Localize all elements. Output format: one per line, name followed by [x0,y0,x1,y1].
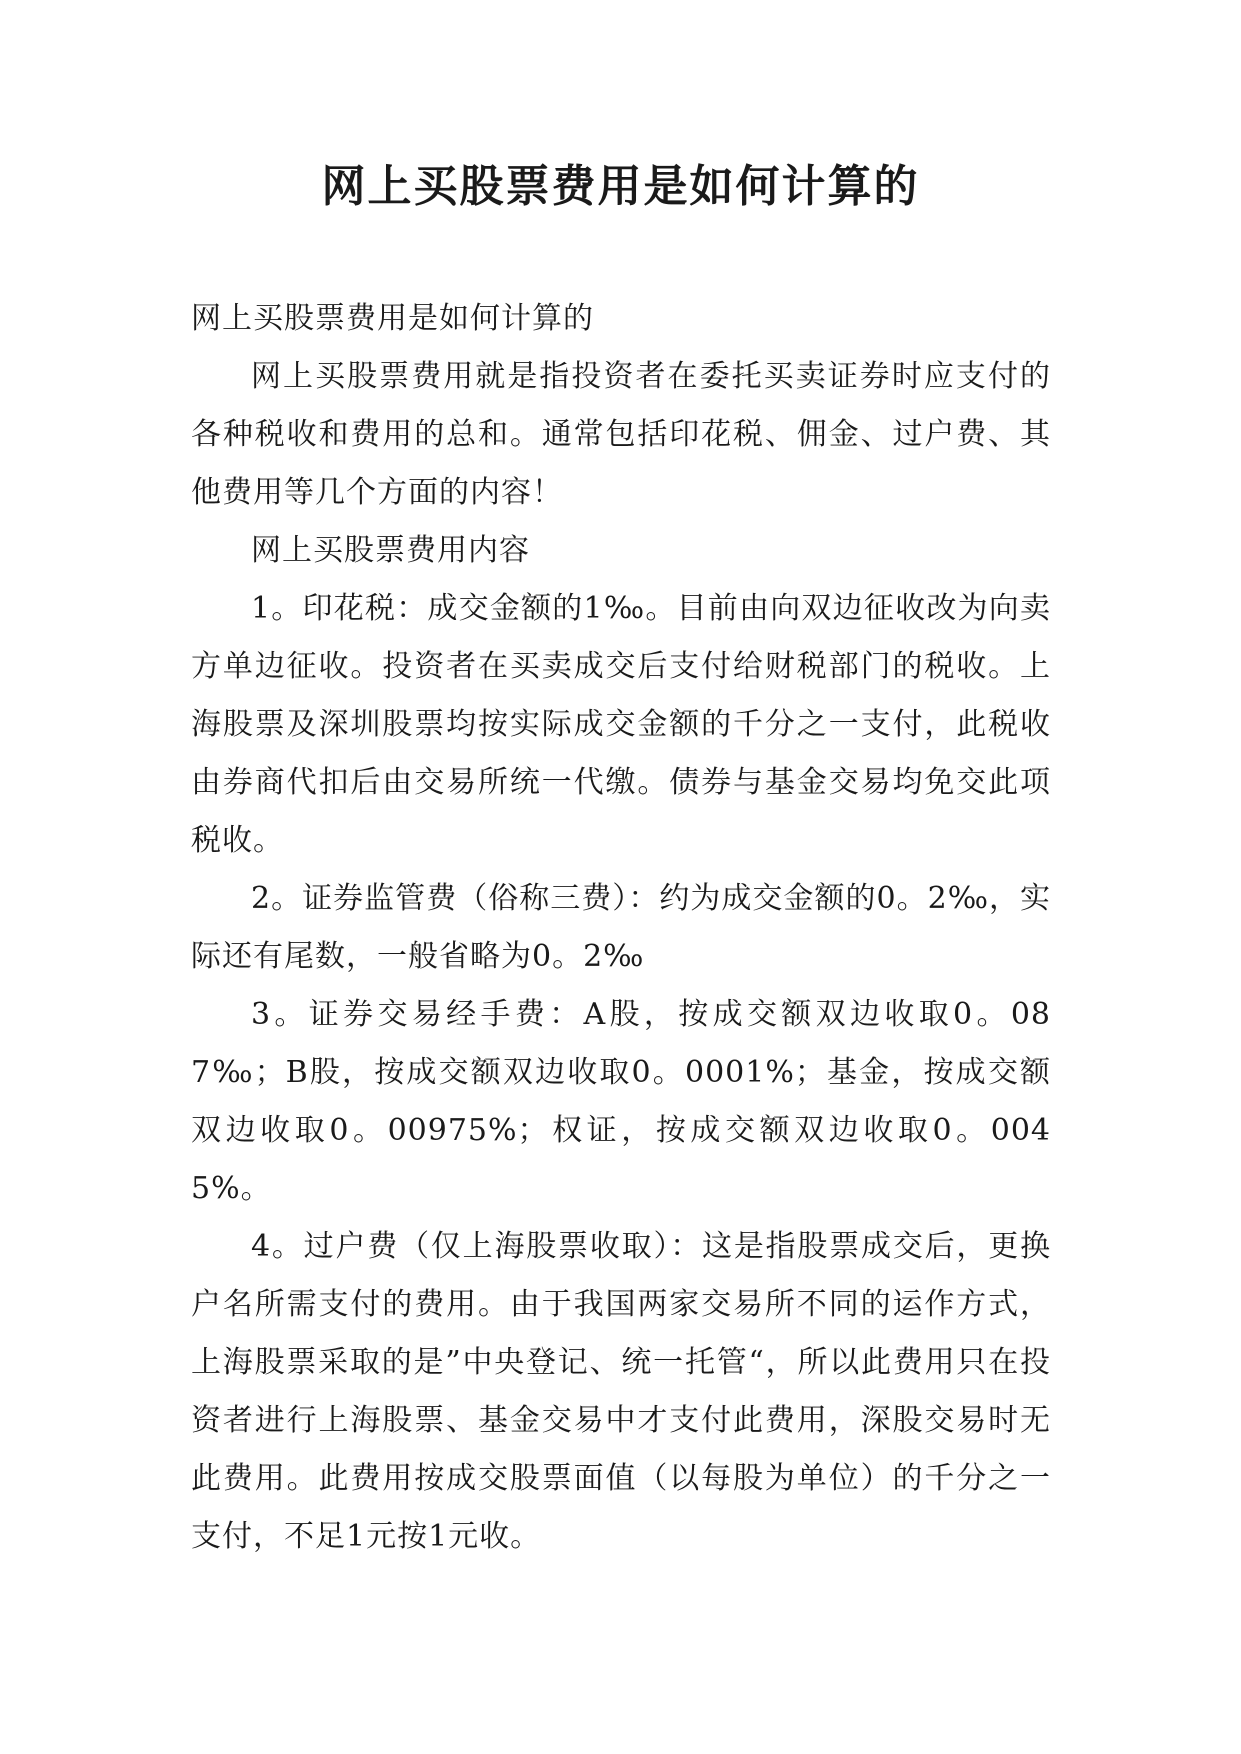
document-body [191,290,1051,1566]
paragraph-section-heading: 网上买股票费用内容 [251,533,530,568]
paragraph-subtitle: 网上买股票费用是如何计算的 [191,301,594,336]
document-title: 网上买股票费用是如何计算的 [321,161,920,212]
paragraph-handling-fee: 3。证券交易经手费：A股，按成交额双边收取0。087‰；B股，按成交额双边收取0。0001%；基金，按成交额双边收取0。00975%；权证，按成交额双边收取0。0045%。 [191,997,1051,1206]
paragraph-intro: 网上买股票费用就是指投资者在委托买卖证券时应支付的各种税收和费用的总和。通常包括印花税、佣金、过户费、其他费用等几个方面的内容！ [191,359,1051,510]
paragraph-regulatory-fee: 2。证券监管费（俗称三费）：约为成交金额的0。2‰，实际还有尾数，一般省略为0。2‰ [191,881,1051,974]
paragraph-transfer-fee: 4。过户费（仅上海股票收取）：这是指股票成交后，更换户名所需支付的费用。由于我国两家交易所不同的运作方式，上海股票采取的是”中央登记、统一托管“，所以此费用只在投资者进行上海股票、基金交易中才支付此费用，深股交易时无此费用。此费用按成交股票面值（以每股为单位）的千分之一支付，不足1元按1元收。 [191,1229,1051,1554]
paragraph-stamp-tax: 1。印花税：成交金额的1‰。目前由向双边征收改为向卖方单边征收。投资者在买卖成交后支付给财税部门的税收。上海股票及深圳股票均按实际成交金额的千分之一支付，此税收由券商代扣后由交易所统一代缴。债券与基金交易均免交此项税收。 [191,591,1051,858]
